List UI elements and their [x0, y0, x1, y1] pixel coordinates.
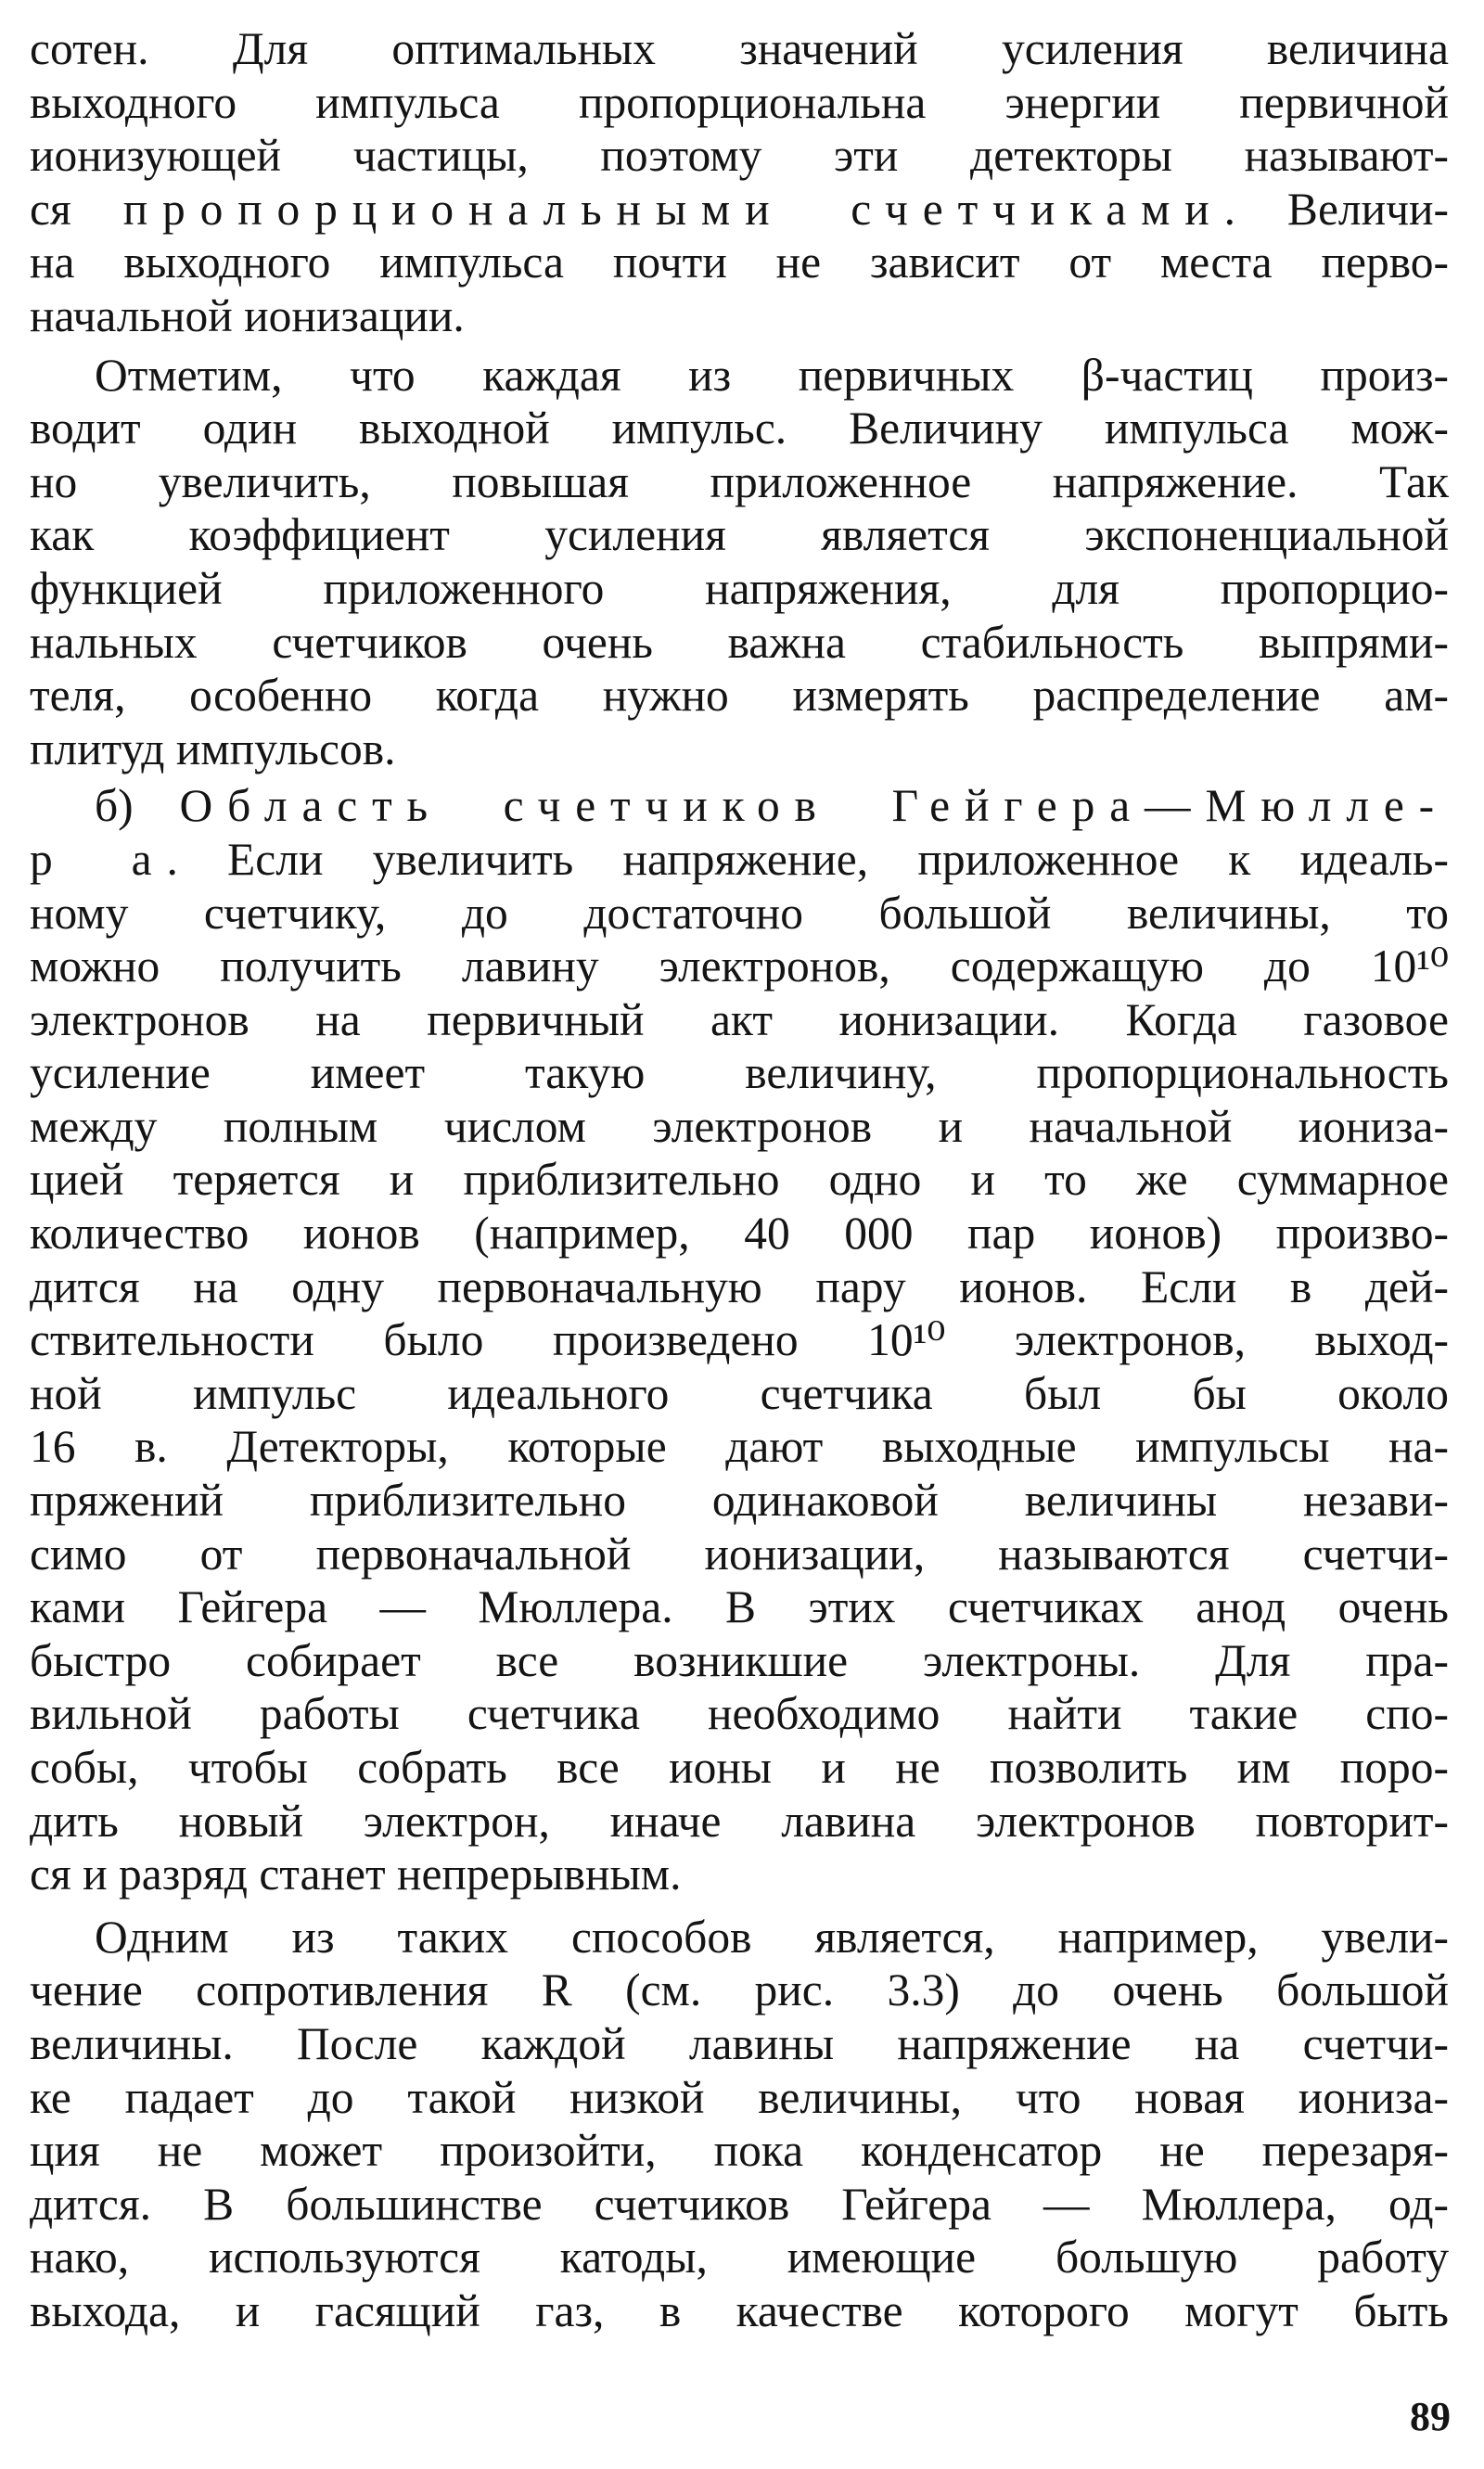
- text-line: как коэффициент усиления является экспоненциальной: [30, 509, 1449, 561]
- text-line: количество ионов (например, 40 000 пар ионов) произво-: [30, 1208, 1449, 1260]
- text-line: быстро собирает все возникшие электроны. Для пра-: [30, 1634, 1449, 1686]
- text-line: [30, 183, 1449, 237]
- section-heading: Область счетчиков Гейгера—Мюлле-: [179, 780, 1450, 832]
- text-line: усиление имеет такую величину, пропорциональность: [30, 1047, 1449, 1099]
- text-line: Одним из таких способов является, например, увели-: [95, 1911, 1449, 1963]
- text-line: Отметим, что каждая из первичных β-частиц произ-: [95, 349, 1449, 401]
- paragraph: [30, 349, 1449, 776]
- text-line: чение сопротивления R (см. рис. 3.3) до очень большой: [30, 1964, 1449, 2016]
- text-line: плитуд импульсов.: [30, 723, 396, 774]
- text-line: ся и разряд станет непрерывным.: [30, 1849, 682, 1900]
- text-line: пряжений приблизительно одинаковой величины незави-: [30, 1475, 1449, 1527]
- paragraph: [30, 779, 1449, 1900]
- text-line: [30, 833, 1449, 887]
- text-line: ному счетчику, до достаточно большой величины, то: [30, 887, 1449, 939]
- text-line: дится на одну первоначальную пару ионов. Если в дей-: [30, 1260, 1449, 1312]
- text-line: нако, используются катоды, имеющие большую работу: [30, 2232, 1449, 2284]
- text-line: начальной ионизации.: [30, 289, 465, 341]
- text-line: выхода, и гасящий газ, в качестве которого могут быть: [30, 2284, 1449, 2336]
- text-line: ция не может произойти, пока конденсатор не перезаря-: [30, 2125, 1449, 2177]
- text-line: на выходного импульса почти не зависит от места перво-: [30, 237, 1449, 288]
- text-line: ками Гейгера — Мюллера. В этих счетчиках анод очень: [30, 1581, 1449, 1633]
- text-line: выходного импульса пропорциональна энергии первичной: [30, 76, 1449, 128]
- text-line: ионизующей частицы, поэтому эти детекторы называют-: [30, 130, 1449, 182]
- text-line: вильной работы счетчика необходимо найти такие спо-: [30, 1688, 1449, 1740]
- text-line: дится. В большинстве счетчиков Гейгера — Мюллера, од-: [30, 2178, 1449, 2230]
- text-line: теля, особенно когда нужно измерять распределение ам-: [30, 670, 1449, 722]
- text-line: функцией приложенного напряжения, для пропорцио-: [30, 562, 1449, 614]
- text-line: водит один выходной импульс. Величину импульса мож-: [30, 403, 1449, 454]
- text-run: ся: [30, 183, 123, 235]
- text-line: электронов на первичный акт ионизации. Когда газовое: [30, 993, 1449, 1045]
- text-line: величины. После каждой лавины напряжение на счетчи-: [30, 2017, 1449, 2069]
- text-line: цией теряется и приблизительно одно и то же суммарное: [30, 1154, 1449, 1206]
- paragraph: [30, 1911, 1449, 2338]
- text-run: . Величи-: [1223, 183, 1449, 235]
- paragraph: [30, 22, 1449, 343]
- text-line: можно получить лавину электронов, содержащую до 10¹⁰: [30, 940, 1449, 992]
- text-run: . Если увеличить напряжение, приложенное к идеаль-: [166, 833, 1449, 885]
- list-marker: б): [95, 780, 180, 832]
- text-line: нальных счетчиков очень важна стабильность выпрями-: [30, 616, 1449, 668]
- text-line: ствительности было произведено 10¹⁰ электронов, выход-: [30, 1314, 1449, 1366]
- text-line: 16 в. Детекторы, которые дают выходные импульсы на-: [30, 1421, 1449, 1473]
- text-line: но увеличить, повышая приложенное напряжение. Так: [30, 455, 1449, 507]
- text-line: сотен. Для оптимальных значений усиления величина: [30, 23, 1449, 74]
- text-line: ной импульс идеального счетчика был бы около: [30, 1367, 1449, 1419]
- text-line: ке падает до такой низкой величины, что новая иониза-: [30, 2071, 1449, 2123]
- spaced-term: пропорциональными счетчиками: [122, 183, 1224, 235]
- text-line: [30, 779, 1449, 833]
- text-line: дить новый электрон, иначе лавина электронов повторит-: [30, 1795, 1449, 1847]
- text-line: между полным числом электронов и начальной иониза-: [30, 1100, 1449, 1152]
- page-number: 89: [1410, 2394, 1451, 2439]
- page-body: [30, 22, 1449, 2338]
- text-line: симо от первоначальной ионизации, называются счетчи-: [30, 1528, 1449, 1580]
- text-line: собы, чтобы собрать все ионы и не позволить им поро-: [30, 1742, 1449, 1793]
- section-heading-end: р а: [30, 833, 167, 885]
